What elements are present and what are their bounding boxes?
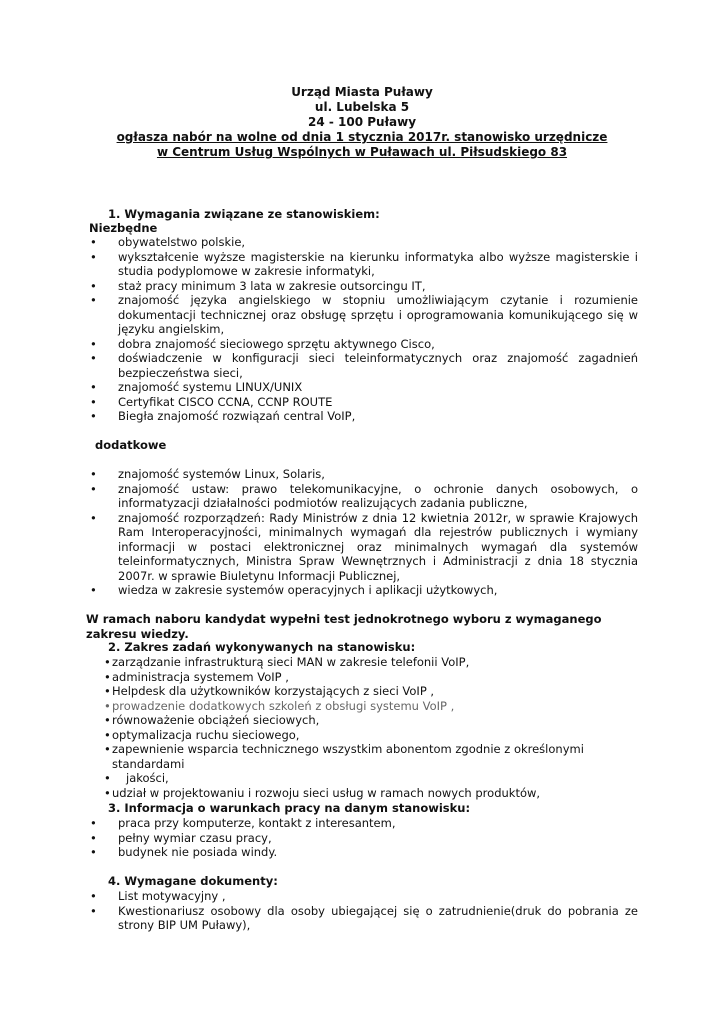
- list-item: • wiedza w zakresie systemów operacyjnych i aplikacji użytkowych,: [86, 583, 638, 598]
- additional-heading: dodatkowe: [95, 438, 167, 452]
- list-item: • udział w projektowaniu i rozwoju sieci usług w ramach nowych produktów,: [86, 786, 638, 801]
- section-2-heading: 2. Zakres zadań wykonywanych na stanowisku:: [108, 640, 416, 654]
- list-item: • List motywacyjny ,: [86, 889, 638, 904]
- duties-list: [86, 655, 638, 800]
- list-item: • doświadczenie w konfiguracji sieci teleinformatycznych oraz znajomość zagadnień bezpieczeństwa sieci,: [86, 351, 638, 380]
- office-postal-code: 24 - 100 Puławy: [307, 115, 417, 129]
- additional-list: [86, 467, 638, 598]
- section-3-heading: 3. Informacja o warunkach pracy na danym stanowisku:: [108, 801, 471, 815]
- section-1-heading: 1. Wymagania związane ze stanowiskiem:: [108, 207, 380, 221]
- conditions-list: [86, 816, 638, 860]
- section-4-heading: 4. Wymagane dokumenty:: [108, 874, 278, 888]
- test-note: W ramach naboru kandydat wypełni test jednokrotnego wyboru z wymaganego zakresu wiedzy.: [86, 612, 602, 641]
- list-item: • zapewnienie wsparcia technicznego wszystkim abonentom zgodnie z określonymi standardami: [86, 742, 638, 771]
- list-item: • Kwestionariusz osobowy dla osoby ubiegającej się o zatrudnienie(druk do pobrania ze strony BIP UM Puławy),: [86, 904, 638, 933]
- list-item: • staż pracy minimum 3 lata w zakresie outsorcingu IT,: [86, 279, 638, 294]
- list-item: • zarządzanie infrastrukturą sieci MAN w zakresie telefonii VoIP,: [86, 655, 638, 670]
- office-street: ul. Lubelska 5: [314, 100, 410, 114]
- list-item: • znajomość rozporządzeń: Rady Ministrów z dnia 12 kwietnia 2012r, w sprawie Krajowych Ram Interoperacyjności, minimalnych wymagań dla rejestrów publicznych i wymiany informacji w postaci elektronicznej oraz minimalnych wymagań dla systemów teleinformatycznych, Ministra Spraw Wewnętrznych i Administracji z dnia 18 stycznia 2007r. w sprawie Biuletynu Informacji Publicznej,: [86, 511, 638, 584]
- documents-list: [86, 889, 638, 933]
- list-item: • budynek nie posiada windy.: [86, 845, 638, 860]
- list-item: • Certyfikat CISCO CCNA, CCNP ROUTE: [86, 395, 638, 410]
- list-item: • prowadzenie dodatkowych szkoleń z obsługi systemu VoIP ,: [86, 699, 638, 714]
- list-item: • Helpdesk dla użytkowników korzystających z sieci VoIP ,: [86, 684, 638, 699]
- list-item-continuation: • jakości,: [86, 771, 638, 786]
- required-list: [86, 235, 638, 424]
- list-item: • znajomość systemu LINUX/UNIX: [86, 380, 638, 395]
- list-item: • dobra znajomość sieciowego sprzętu aktywnego Cisco,: [86, 337, 638, 352]
- list-item: • znajomość systemów Linux, Solaris,: [86, 467, 638, 482]
- list-item: • równoważenie obciążeń sieciowych,: [86, 713, 638, 728]
- office-name: Urząd Miasta Puławy: [291, 85, 433, 99]
- list-item: • pełny wymiar czasu pracy,: [86, 831, 638, 846]
- announcement-title: ogłasza nabór na wolne od dnia 1 stycznia 2017r. stanowisko urzędnicze: [116, 130, 608, 144]
- document-header: [0, 85, 724, 160]
- announcement-location: w Centrum Usług Wspólnych w Puławach ul. Piłsudskiego 83: [156, 145, 568, 159]
- list-item: • optymalizacja ruchu sieciowego,: [86, 728, 638, 743]
- section-1-subheading: Niezbędne: [89, 221, 158, 235]
- list-item: • administracja systemem VoIP ,: [86, 670, 638, 685]
- list-item: • znajomość języka angielskiego w stopniu umożliwiającym czytanie i rozumienie dokumentacji technicznej oraz obsługę sprzętu i oprogramowania komunikującego się w języku angielskim,: [86, 293, 638, 337]
- list-item: • praca przy komputerze, kontakt z interesantem,: [86, 816, 638, 831]
- list-item: • wykształcenie wyższe magisterskie na kierunku informatyka albo wyższe magisterskie i studia podyplomowe w zakresie informatyki,: [86, 250, 638, 279]
- list-item: • znajomość ustaw: prawo telekomunikacyjne, o ochronie danych osobowych, o informatyzacji działalności podmiotów realizujących zadania publiczne,: [86, 482, 638, 511]
- list-item: • Biegła znajomość rozwiązań central VoIP,: [86, 409, 638, 424]
- list-item: • obywatelstwo polskie,: [86, 235, 638, 250]
